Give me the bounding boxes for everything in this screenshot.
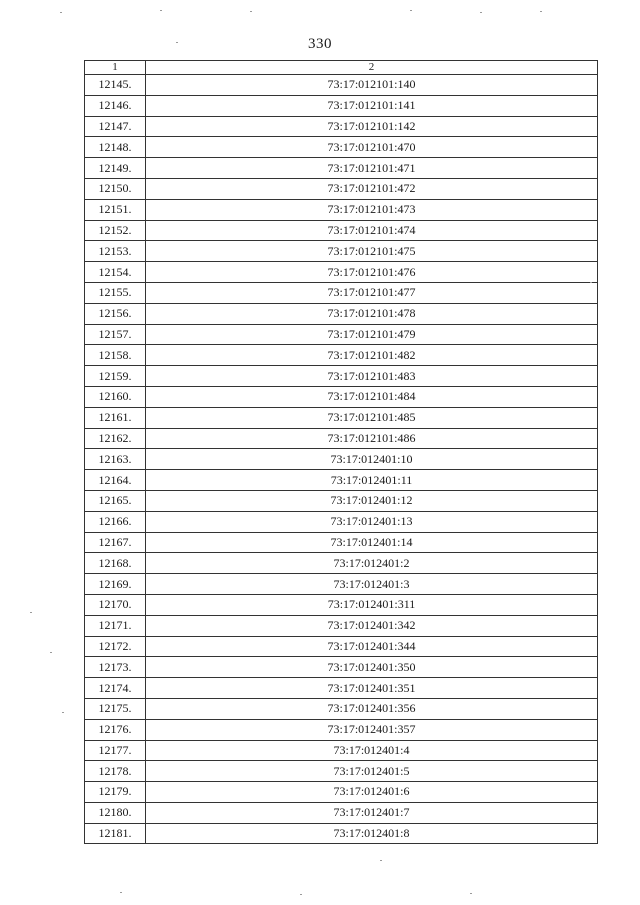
- scan-speck: [60, 12, 62, 13]
- scan-speck: [62, 712, 64, 713]
- table-row: [85, 75, 598, 96]
- cadastral-number-cell: 73:17:012101:470: [146, 137, 598, 158]
- row-number-cell: 12176.: [85, 719, 146, 740]
- row-number-cell: 12161.: [85, 407, 146, 428]
- cadastral-number-cell: 73:17:012401:10: [146, 449, 598, 470]
- scan-speck: [50, 652, 52, 653]
- row-number-cell: 12170.: [85, 594, 146, 615]
- scan-speck: [410, 10, 412, 11]
- row-number-cell: 12171.: [85, 615, 146, 636]
- table-row: [85, 366, 598, 387]
- table-header: [85, 61, 598, 75]
- registry-table: [84, 60, 598, 844]
- table-row: [85, 678, 598, 699]
- table-row: [85, 428, 598, 449]
- cadastral-number-cell: 73:17:012401:4: [146, 740, 598, 761]
- scan-speck: [590, 282, 592, 283]
- table-row: [85, 178, 598, 199]
- row-number-cell: 12165.: [85, 490, 146, 511]
- row-number-cell: 12164.: [85, 470, 146, 491]
- cadastral-number-cell: 73:17:012401:7: [146, 802, 598, 823]
- table-row: [85, 553, 598, 574]
- row-number-cell: 12158.: [85, 345, 146, 366]
- cadastral-number-cell: 73:17:012101:483: [146, 366, 598, 387]
- table-row: [85, 303, 598, 324]
- table-row: [85, 657, 598, 678]
- row-number-cell: 12177.: [85, 740, 146, 761]
- row-number-cell: 12159.: [85, 366, 146, 387]
- cadastral-number-cell: 73:17:012401:12: [146, 490, 598, 511]
- column-header-number: 1: [85, 61, 146, 75]
- cadastral-number-cell: 73:17:012401:13: [146, 511, 598, 532]
- row-number-cell: 12157.: [85, 324, 146, 345]
- row-number-cell: 12175.: [85, 698, 146, 719]
- table-row: [85, 220, 598, 241]
- cadastral-number-cell: 73:17:012401:6: [146, 782, 598, 803]
- row-number-cell: 12162.: [85, 428, 146, 449]
- table-row: [85, 698, 598, 719]
- scan-speck: [300, 894, 302, 895]
- cadastral-number-cell: 73:17:012101:471: [146, 158, 598, 179]
- table-row: [85, 116, 598, 137]
- scan-speck: [250, 11, 252, 12]
- table-row: [85, 407, 598, 428]
- cadastral-number-cell: 73:17:012101:473: [146, 199, 598, 220]
- table-row: [85, 241, 598, 262]
- cadastral-number-cell: 73:17:012401:3: [146, 574, 598, 595]
- cadastral-number-cell: 73:17:012101:474: [146, 220, 598, 241]
- cadastral-number-cell: 73:17:012401:357: [146, 719, 598, 740]
- row-number-cell: 12179.: [85, 782, 146, 803]
- cadastral-number-cell: 73:17:012401:14: [146, 532, 598, 553]
- row-number-cell: 12153.: [85, 241, 146, 262]
- cadastral-number-cell: 73:17:012401:5: [146, 761, 598, 782]
- cadastral-number-cell: 73:17:012101:486: [146, 428, 598, 449]
- row-number-cell: 12148.: [85, 137, 146, 158]
- row-number-cell: 12167.: [85, 532, 146, 553]
- table-row: [85, 719, 598, 740]
- cadastral-number-cell: 73:17:012101:476: [146, 262, 598, 283]
- cadastral-number-cell: 73:17:012401:350: [146, 657, 598, 678]
- row-number-cell: 12168.: [85, 553, 146, 574]
- header-row: [85, 61, 598, 75]
- row-number-cell: 12150.: [85, 178, 146, 199]
- cadastral-number-cell: 73:17:012101:141: [146, 95, 598, 116]
- scan-speck: [480, 12, 482, 13]
- scan-speck: [160, 10, 162, 11]
- cadastral-number-cell: 73:17:012101:484: [146, 386, 598, 407]
- cadastral-number-cell: 73:17:012401:311: [146, 594, 598, 615]
- scan-speck: [380, 860, 382, 861]
- cadastral-number-cell: 73:17:012101:142: [146, 116, 598, 137]
- cadastral-number-cell: 73:17:012401:342: [146, 615, 598, 636]
- scan-speck: [176, 42, 178, 43]
- row-number-cell: 12151.: [85, 199, 146, 220]
- row-number-cell: 12149.: [85, 158, 146, 179]
- scan-speck: [470, 893, 472, 894]
- cadastral-number-cell: 73:17:012401:356: [146, 698, 598, 719]
- column-header-cadastral: 2: [146, 61, 598, 75]
- cadastral-number-cell: 73:17:012101:475: [146, 241, 598, 262]
- row-number-cell: 12178.: [85, 761, 146, 782]
- cadastral-number-cell: 73:17:012401:2: [146, 553, 598, 574]
- cadastral-number-cell: 73:17:012401:344: [146, 636, 598, 657]
- table-row: [85, 137, 598, 158]
- row-number-cell: 12169.: [85, 574, 146, 595]
- cadastral-number-cell: 73:17:012101:472: [146, 178, 598, 199]
- row-number-cell: 12147.: [85, 116, 146, 137]
- cadastral-number-cell: 73:17:012101:482: [146, 345, 598, 366]
- table-row: [85, 594, 598, 615]
- cadastral-number-cell: 73:17:012401:11: [146, 470, 598, 491]
- table-row: [85, 490, 598, 511]
- table-row: [85, 324, 598, 345]
- scan-speck: [30, 612, 32, 613]
- row-number-cell: 12166.: [85, 511, 146, 532]
- table-row: [85, 761, 598, 782]
- row-number-cell: 12174.: [85, 678, 146, 699]
- table-row: [85, 95, 598, 116]
- scan-speck: [120, 892, 122, 893]
- table-row: [85, 636, 598, 657]
- cadastral-number-cell: 73:17:012101:140: [146, 75, 598, 96]
- table-row: [85, 282, 598, 303]
- table-row: [85, 345, 598, 366]
- table-row: [85, 449, 598, 470]
- row-number-cell: 12145.: [85, 75, 146, 96]
- row-number-cell: 12181.: [85, 823, 146, 844]
- table-row: [85, 532, 598, 553]
- cadastral-number-cell: 73:17:012101:478: [146, 303, 598, 324]
- row-number-cell: 12156.: [85, 303, 146, 324]
- table-row: [85, 802, 598, 823]
- row-number-cell: 12172.: [85, 636, 146, 657]
- row-number-cell: 12152.: [85, 220, 146, 241]
- cadastral-number-cell: 73:17:012401:351: [146, 678, 598, 699]
- row-number-cell: 12146.: [85, 95, 146, 116]
- table-body: [85, 75, 598, 844]
- row-number-cell: 12160.: [85, 386, 146, 407]
- table-row: [85, 574, 598, 595]
- row-number-cell: 12163.: [85, 449, 146, 470]
- cadastral-number-cell: 73:17:012101:477: [146, 282, 598, 303]
- table-row: [85, 262, 598, 283]
- row-number-cell: 12154.: [85, 262, 146, 283]
- row-number-cell: 12180.: [85, 802, 146, 823]
- table-row: [85, 199, 598, 220]
- table-row: [85, 823, 598, 844]
- row-number-cell: 12155.: [85, 282, 146, 303]
- table-row: [85, 740, 598, 761]
- row-number-cell: 12173.: [85, 657, 146, 678]
- table-row: [85, 470, 598, 491]
- table-row: [85, 511, 598, 532]
- table-row: [85, 782, 598, 803]
- cadastral-number-cell: 73:17:012101:485: [146, 407, 598, 428]
- cadastral-number-cell: 73:17:012401:8: [146, 823, 598, 844]
- scan-speck: [540, 11, 542, 12]
- table-row: [85, 386, 598, 407]
- table-row: [85, 158, 598, 179]
- table-row: [85, 615, 598, 636]
- cadastral-number-cell: 73:17:012101:479: [146, 324, 598, 345]
- page-number: 330: [308, 36, 332, 52]
